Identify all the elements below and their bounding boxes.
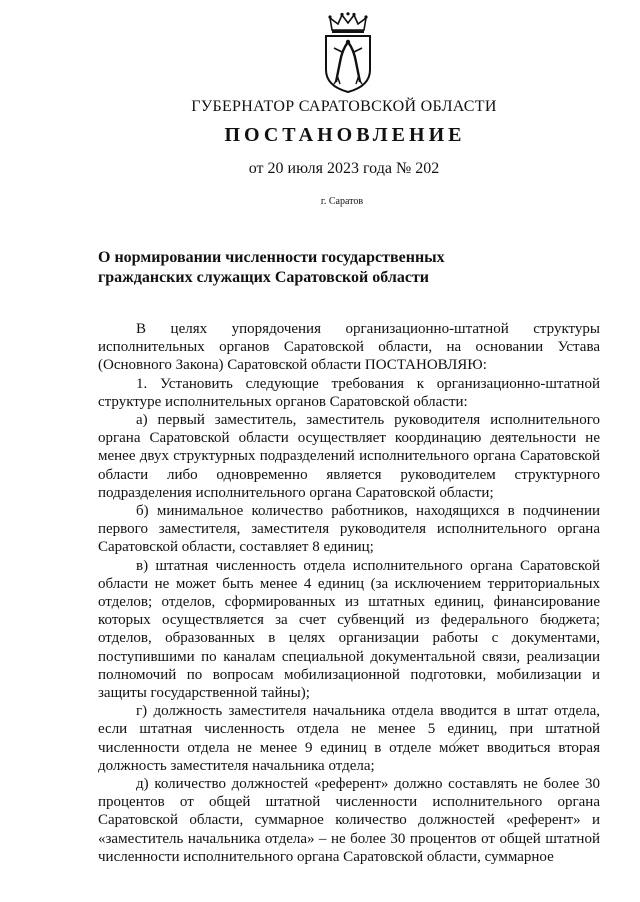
paragraph-item-1: 1. Установить следующие требования к организационно-штатной структуре исполнительных органов Саратовской области: [98, 375, 600, 410]
document-type-heading: ПОСТАНОВЛЕНИЕ [224, 124, 466, 146]
paragraph-subitem-g: г) должность заместителя начальника отдела вводится в штат отдела, если штатная численность отдела не менее 5 единиц, при штатной численности отдела не менее 9 единиц в отделе может вводиться вторая должность заместителя начальника отдела; [98, 703, 600, 774]
document-subject [98, 248, 458, 288]
document-body [98, 320, 600, 866]
saratov-coat-of-arms-icon [322, 12, 374, 94]
paragraph-preamble: В целях упорядочения организационно-штатной структуры исполнительных органов Саратовской области, на основании Устава (Основного Закона) Саратовской области ПОСТАНОВЛЯЮ: [98, 321, 600, 374]
issuer-title: ГУБЕРНАТОР САРАТОВСКОЙ ОБЛАСТИ [191, 98, 497, 115]
document-date-number: от 20 июля 2023 года № 202 [248, 160, 440, 177]
subject-line-1: О нормировании численности государственных [98, 249, 445, 266]
paragraph-subitem-v: в) штатная численность отдела исполнительного органа Саратовской области не может быть менее 4 единиц (за исключением территориальных отделов; отделов, сформированных из штатных единиц, финансирование которых осуществляется за счет субвенций из федерального бюджета; отделов, образованных в целях организации работы с документами, поступившими по каналам специальной документальной связи, реализации полномочий по вопросам мобилизационной подготовки, мобилизации и защиты государственной тайны); [98, 557, 600, 702]
paragraph-subitem-b: б) минимальное количество работников, находящихся в подчинении первого заместителя, заместителя руководителя исполнительного органа Саратовской области, составляет 8 единиц; [98, 503, 600, 556]
paragraph-subitem-a: а) первый заместитель, заместитель руководителя исполнительного органа Саратовской области осуществляет координацию деятельности не менее двух структурных подразделений исполнительного органа Саратовской области либо одновременно является руководителем структурного подразделения исполнительного органа Саратовской области; [98, 412, 600, 501]
paragraph-subitem-d: д) количество должностей «референт» должно составлять не более 30 процентов от общей штатной численности исполнительного органа Саратовской области, суммарное количество должностей «референт» и «заместитель начальника отдела» – не более 30 процентов от общей штатной численности исполнительного органа Саратовской области, суммарное [98, 776, 600, 865]
document-city: г. Саратов [320, 196, 364, 207]
subject-line-2: гражданских служащих Саратовской области [98, 269, 430, 286]
pen-mark-icon [450, 734, 464, 748]
